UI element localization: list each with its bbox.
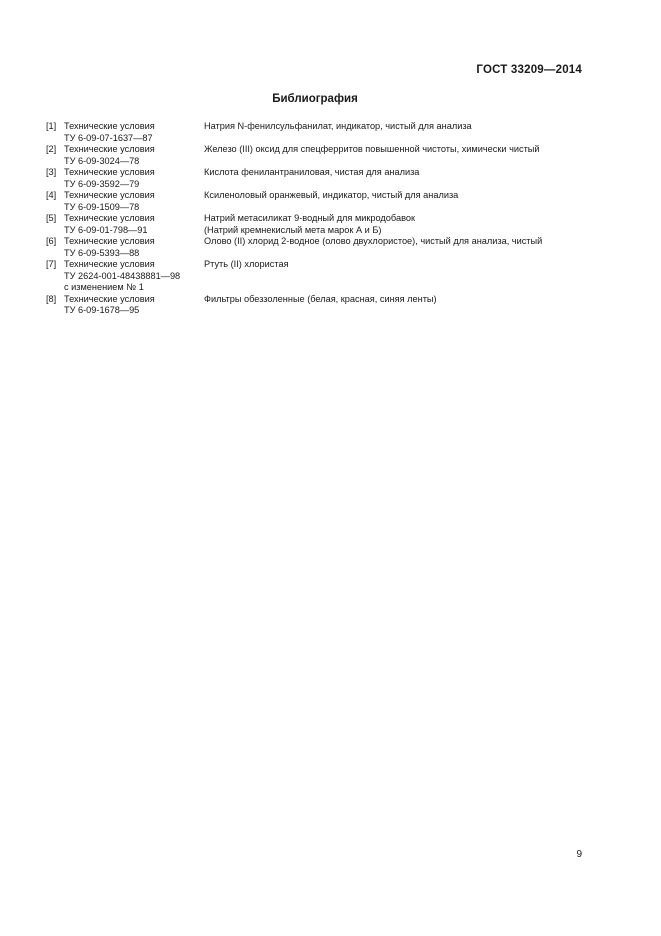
reference-line: Технические условия [64, 167, 155, 177]
entry-reference [64, 294, 204, 317]
bibliography-entry [46, 121, 586, 144]
bibliography-entry [46, 236, 586, 259]
entry-reference [64, 167, 204, 190]
bibliography-entry [46, 213, 586, 236]
bibliography-entry [46, 259, 586, 294]
entry-number: [1] [46, 121, 57, 131]
reference-line: Технические условия [64, 144, 155, 154]
entry-description [204, 213, 586, 236]
standard-designation: ГОСТ 33209—2014 [476, 64, 582, 76]
entry-number: [2] [46, 144, 57, 154]
reference-line: ТУ 6-09-1678—95 [64, 305, 140, 315]
entry-description [204, 236, 586, 259]
reference-line: ТУ 6-09-1509—78 [64, 201, 140, 212]
entry-reference [64, 190, 204, 213]
description-line: Ксиленоловый оранжевый, индикатор, чистый для анализа [204, 190, 459, 200]
description-line: Фильтры обеззоленные (белая, красная, синяя ленты) [204, 293, 437, 304]
bibliography-list [46, 121, 586, 317]
entry-description [204, 190, 586, 213]
reference-line: ТУ 2624-001-48438881—98 [64, 270, 181, 281]
entry-number: [3] [46, 167, 57, 177]
entry-description [204, 294, 586, 317]
bibliography-entry [46, 294, 586, 317]
reference-line: Технические условия [64, 190, 155, 200]
bibliography-entry [46, 190, 586, 213]
entry-reference [64, 236, 204, 259]
entry-number: [4] [46, 190, 57, 200]
reference-line: ТУ 6-09-3592—79 [64, 178, 140, 189]
reference-line: с изменением № 1 [64, 282, 144, 292]
entry-number: [5] [46, 213, 57, 223]
entry-number: [8] [46, 293, 57, 304]
entry-description [204, 144, 586, 167]
reference-line: Технические условия [64, 236, 155, 246]
reference-line: ТУ 6-09-07-1637—87 [64, 132, 153, 143]
page-title: Библиография [272, 93, 358, 105]
entry-description [204, 259, 586, 294]
description-line: Ртуть (II) хлористая [204, 259, 289, 269]
description-line: Натрия N-фенилсульфанилат, индикатор, чистый для анализа [204, 121, 472, 131]
bibliography-entry [46, 167, 586, 190]
entry-description [204, 167, 586, 190]
entry-reference [64, 259, 204, 294]
bibliography-entry [46, 144, 586, 167]
reference-line: Технические условия [64, 213, 155, 223]
entry-reference [64, 213, 204, 236]
reference-line: Технические условия [64, 121, 155, 131]
reference-line: ТУ 6-09-01-798—91 [64, 224, 148, 235]
description-line: Кислота фенилантраниловая, чистая для анализа [204, 167, 420, 177]
page-number: 9 [576, 849, 582, 860]
description-line: (Натрий кремнекислый мета марок А и Б) [204, 224, 382, 235]
entry-number: [7] [46, 259, 57, 269]
reference-line: ТУ 6-09-3024—78 [64, 155, 140, 166]
entry-reference [64, 144, 204, 167]
reference-line: ТУ 6-09-5393—88 [64, 247, 140, 258]
description-line: Железо (III) оксид для спецферритов повышенной чистоты, химически чистый [204, 144, 540, 154]
description-line: Натрий метасиликат 9-водный для микродобавок [204, 213, 415, 223]
reference-line: Технические условия [64, 293, 155, 304]
reference-line: Технические условия [64, 259, 155, 269]
description-line: Олово (II) хлорид 2-водное (олово двухлористое), чистый для анализа, чистый [204, 236, 543, 246]
entry-number: [6] [46, 236, 57, 246]
entry-reference [64, 121, 204, 144]
entry-description [204, 121, 586, 144]
